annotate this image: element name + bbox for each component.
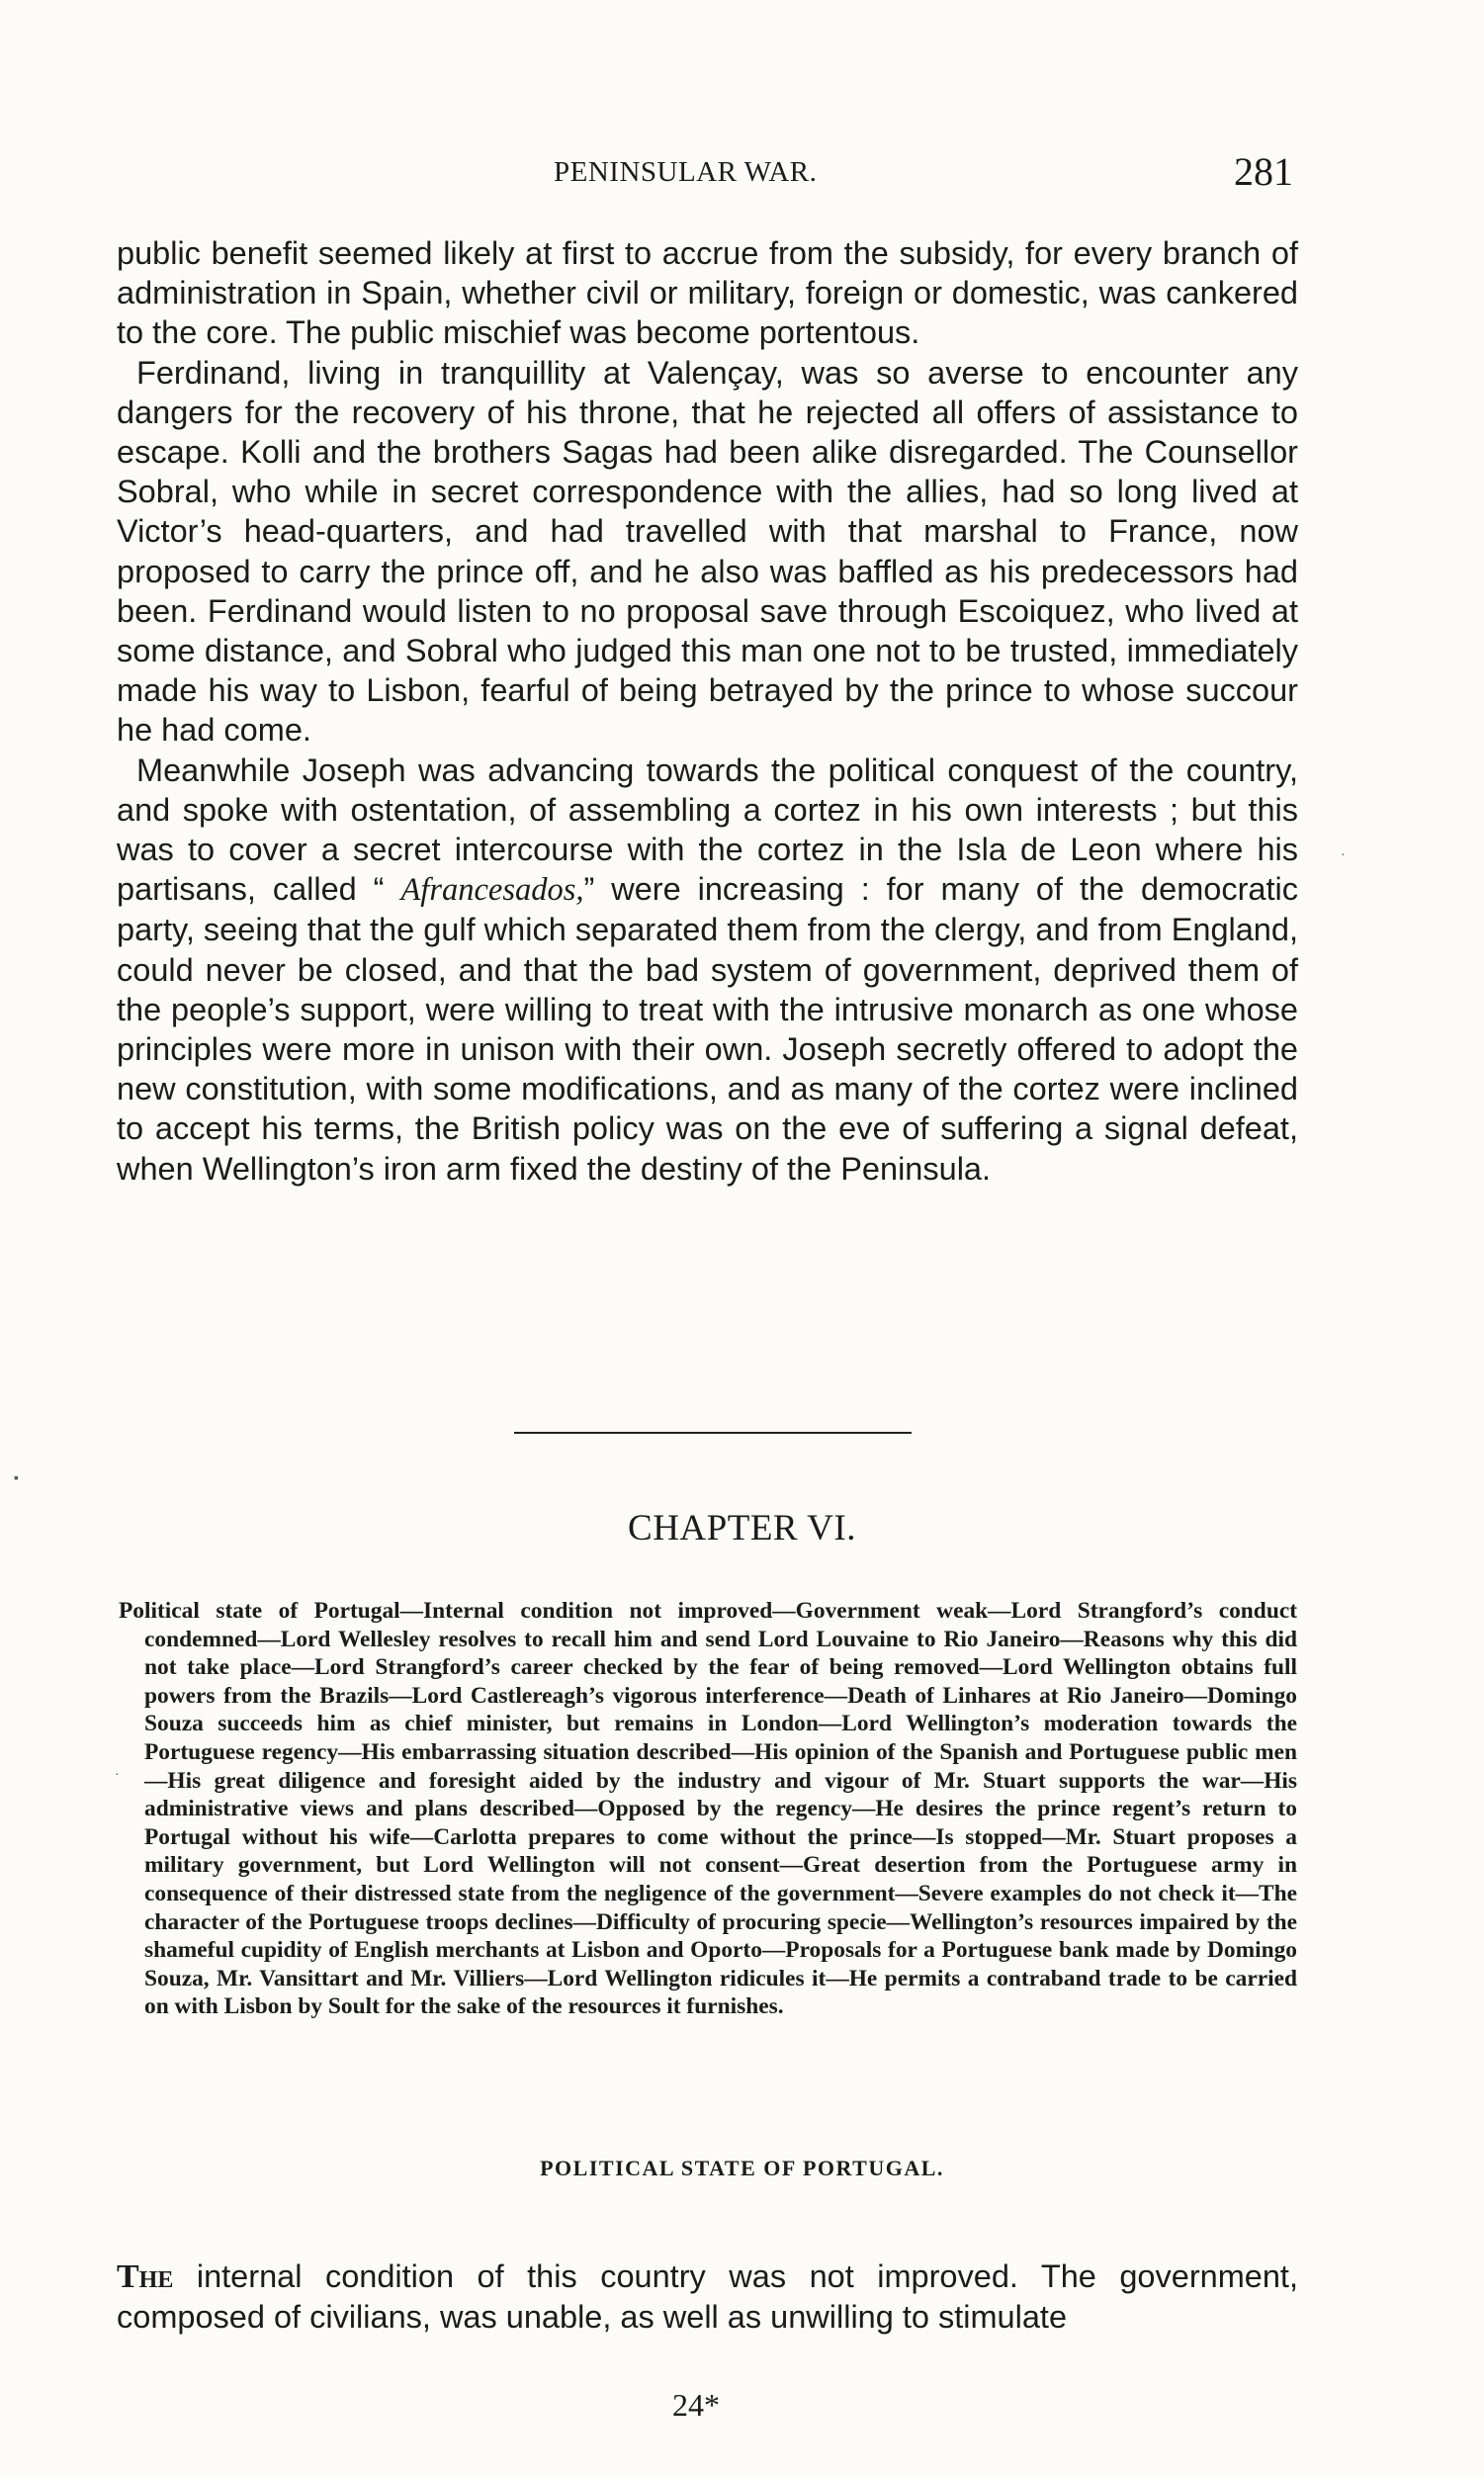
signature-mark: 24* (672, 2387, 720, 2423)
opening-paragraph-text: internal condition of this country was not improved. The government, composed of civilians, was unable, as well as unwilling to stimulate (117, 2258, 1298, 2336)
page-number: 281 (1234, 149, 1293, 194)
section-divider-rule (514, 1432, 912, 1434)
section-title: POLITICAL STATE OF PORTUGAL. (540, 2156, 944, 2180)
chapter-title: CHAPTER VI. (628, 1508, 856, 1548)
margin-speck: ▪ (14, 1471, 19, 1486)
margin-speck: · (1341, 848, 1346, 863)
section-opening-text (117, 2256, 1298, 2337)
margin-speck: · (115, 1768, 120, 1783)
body-text (117, 233, 1298, 1189)
italic-term-afrancesados: Afrancesados, (400, 872, 584, 909)
lead-word: The (117, 2258, 174, 2295)
paragraph-2: Ferdinand, living in tranquillity at Valençay, was so averse to encounter any dangers for the recovery of his throne, that he rejected all offers of assistance to escape. Kolli and the brothers Sagas had been alike disregarded. The Counsellor Sobral, who while in secret correspondence with the allies, had so long lived at Victor’s head-quarters, and had travelled with that marshal to France, now proposed to carry the prince off, and he also was baffled as his predecessors had been. Ferdinand would listen to no proposal save through Escoiquez, who lived at some distance, and Sobral who judged this man one not to be trusted, immediately made his way to Lisbon, fearful of being betrayed by the prince to whose succour he had come. (117, 354, 1298, 749)
paragraph-1: public benefit seemed likely at first to accrue from the subsidy, for every branch of administration in Spain, whether civil or military, foreign or domestic, was cankered to the core. The public mischief was become portentous. (117, 235, 1298, 351)
opening-paragraph (117, 2256, 1298, 2337)
chapter-synopsis: Political state of Portugal—Internal condition not improved—Government weak—Lord Strangford’s conduct condemned—Lord Wellesley resolves to recall him and send Lord Louvaine to Rio Janeiro—Reasons why this did not take place—Lord Strangford’s career checked by the fear of being removed—Lord Wellington obtains full powers from the Brazils—Lord Castlereagh’s vigorous interference—Death of Linhares at Rio Janeiro—Domingo Souza succeeds him as chief minister, but remains in London—Lord Wellington’s moderation towards the Portuguese regency—His embarrassing situation described—His opinion of the Spanish and Portuguese public men—His great diligence and foresight aided by the industry and vigour of Mr. Stuart supports the war—His administrative views and plans described—Opposed by the regency—He desires the prince regent’s return to Portugal without his wife—Carlotta prepares to come without the prince—Is stopped—Mr. Stuart proposes a military government, but Lord Wellington will not consent—Great desertion from the Portuguese army in consequence of their distressed state from the negligence of the government—Severe examples do not check it—The character of the Portuguese troops declines—Difficulty of procuring specie—Wellington’s resources impaired by the shameful cupidity of English merchants at Lisbon and Oporto—Proposals for a Portuguese bank made by Domingo Souza, Mr. Vansittart and Mr. Villiers—Lord Wellington ridicules it—He permits a contraband trade to be carried on with Lisbon by Soult for the sake of the resources it furnishes. (119, 1598, 1297, 2020)
paragraph-3 (117, 751, 1298, 1189)
paragraph-3-end: ” were increasing : for many of the democratic party, seeing that the gulf which separated them from the clergy, and from England, could never be closed, and that the bad system of government, deprived them of the people’s support, were willing to treat with the intrusive monarch as one whose principles were more in unison with their own. Joseph secretly offered to adopt the new constitution, with some modifications, and as many of the cortez were inclined to accept his terms, the British policy was on the eve of suffering a signal defeat, when Wellington’s iron arm fixed the destiny of the Peninsula. (117, 871, 1298, 1187)
paragraph-3-start: Meanwhile Joseph was advancing towards the political conquest of the country, and spoke with ostentation, of assembling a cortez in his own interests ; but this was to cover a secret intercourse with the cortez in the Isla de Leon where his partisans, called “ (117, 752, 1298, 908)
running-head: PENINSULAR WAR. (554, 156, 818, 188)
